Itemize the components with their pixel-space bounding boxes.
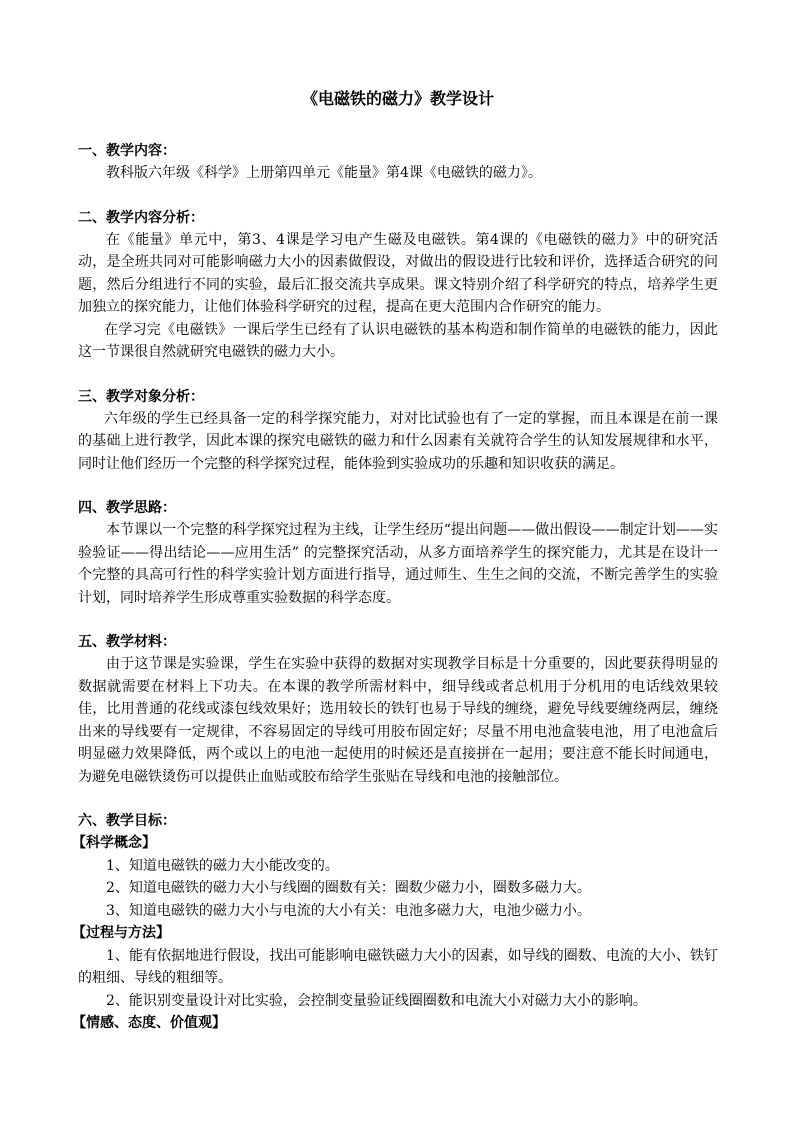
section-goals — [72, 810, 718, 1035]
section-student-analysis — [78, 386, 718, 476]
paragraph: 本节课以一个完整的科学探究过程为主线，让学生经历“提出问题——做出假设——制定计划——实验验证——得出结论——应用生活” 的完整探究活动，从多方面培养学生的探究能力，尤其是在设计一个完整的具高可行性的科学实验计划方面进行指导，通过师生、生生之间的交流，不断完善学生的实验计划，同时培养学生形成尊重实验数据的科学态度。 — [78, 522, 718, 606]
document-title: 《电磁铁的磁力》教学设计 — [301, 89, 494, 108]
paragraph: 在学习完《电磁铁》一课后学生已经有了认识电磁铁的基本构造和制作简单的电磁铁的能力，因此这一节课很自然就研究电磁铁的磁力大小。 — [78, 321, 718, 360]
section-heading: 五、教学材料： — [78, 634, 176, 650]
list-item: 1、能有依据地进行假设，找出可能影响电磁铁磁力大小的因素，如导线的圈数、电流的大小、铁钉的粗细、导线的粗细等。 — [78, 947, 718, 986]
document-page — [72, 88, 718, 1057]
subheading-process: 【过程与方法】 — [72, 925, 170, 941]
list-item: 2、知道电磁铁的磁力大小与线圈的圈数有关：圈数少磁力小，圈数多磁力大。 — [106, 880, 591, 896]
subheading-concepts: 【科学概念】 — [72, 835, 156, 851]
section-content-analysis — [78, 207, 718, 364]
section-heading: 三、教学对象分析： — [78, 388, 204, 405]
section-heading: 四、教学思路： — [78, 500, 176, 516]
paragraph: 在《能量》单元中，第3、4课是学习电产生磁及电磁铁。第4课的《电磁铁的磁力》中的研究活动，是全班共同对可能影响磁力大小的因素做假设，对做出的假设进行比较和评价，选择适合研究的问题，然后分组进行不同的实验，最后汇报交流共享成果。课文特别介绍了科学研究的特点，培养学生更加独立的探究能力，让他们体验科学研究的过程，提高在更大范围内合作研究的能力。 — [78, 231, 718, 315]
list-item: 1、知道电磁铁的磁力大小能改变的。 — [106, 857, 339, 874]
section-content — [78, 140, 718, 185]
paragraph: 六年级的学生已经具备一定的科学探究能力，对对比试验也有了一定的掌握，而且本课是在前一课的基础上进行教学，因此本课的探究电磁铁的磁力和什么因素有关就符合学生的认知发展规律和水平，同时让他们经历一个完整的科学探究过程，能体验到实验成功的乐趣和知识收获的满足。 — [78, 410, 718, 472]
paragraph: 由于这节课是实验课，学生在实验中获得的数据对实现教学目标是十分重要的，因此要获得明显的数据就需要在材料上下功夫。在本课的教学所需材料中，细导线或者总机用于分机用的电话线效果较佳，比用普通的花线或漆包线效果好；选用较长的铁钉也易于导线的缠绕，避免导线要缠绕两层，缠绕出来的导线要有一定规律，不容易固定的导线可用胶布固定好；尽量不用电池盒装电池，用了电池盒后明显磁力效果降低，两个或以上的电池一起使用的时候还是直接拼在一起用；要注意不能长时间通电，为避免电磁铁烫伤可以提供止血贴或胶布给学生张贴在导线和电池的接触部位。 — [78, 656, 718, 785]
list-item: 2、能识别变量设计对比实验，会控制变量验证线圈圈数和电流大小对磁力大小的影响。 — [106, 992, 647, 1009]
subheading-attitude: 【情感、态度、价值观】 — [72, 1015, 226, 1031]
paragraph: 教科版六年级《科学》上册第四单元《能量》第4课《电磁铁的磁力》。 — [106, 165, 542, 181]
section-heading: 二、教学内容分析： — [78, 209, 204, 226]
list-item: 3、知道电磁铁的磁力大小与电流的大小有关：电池多磁力大，电池少磁力小。 — [106, 902, 591, 919]
section-heading: 六、教学目标： — [78, 813, 176, 829]
section-teaching-approach — [78, 497, 718, 609]
section-materials — [78, 631, 718, 788]
section-heading: 一、教学内容： — [78, 143, 176, 159]
